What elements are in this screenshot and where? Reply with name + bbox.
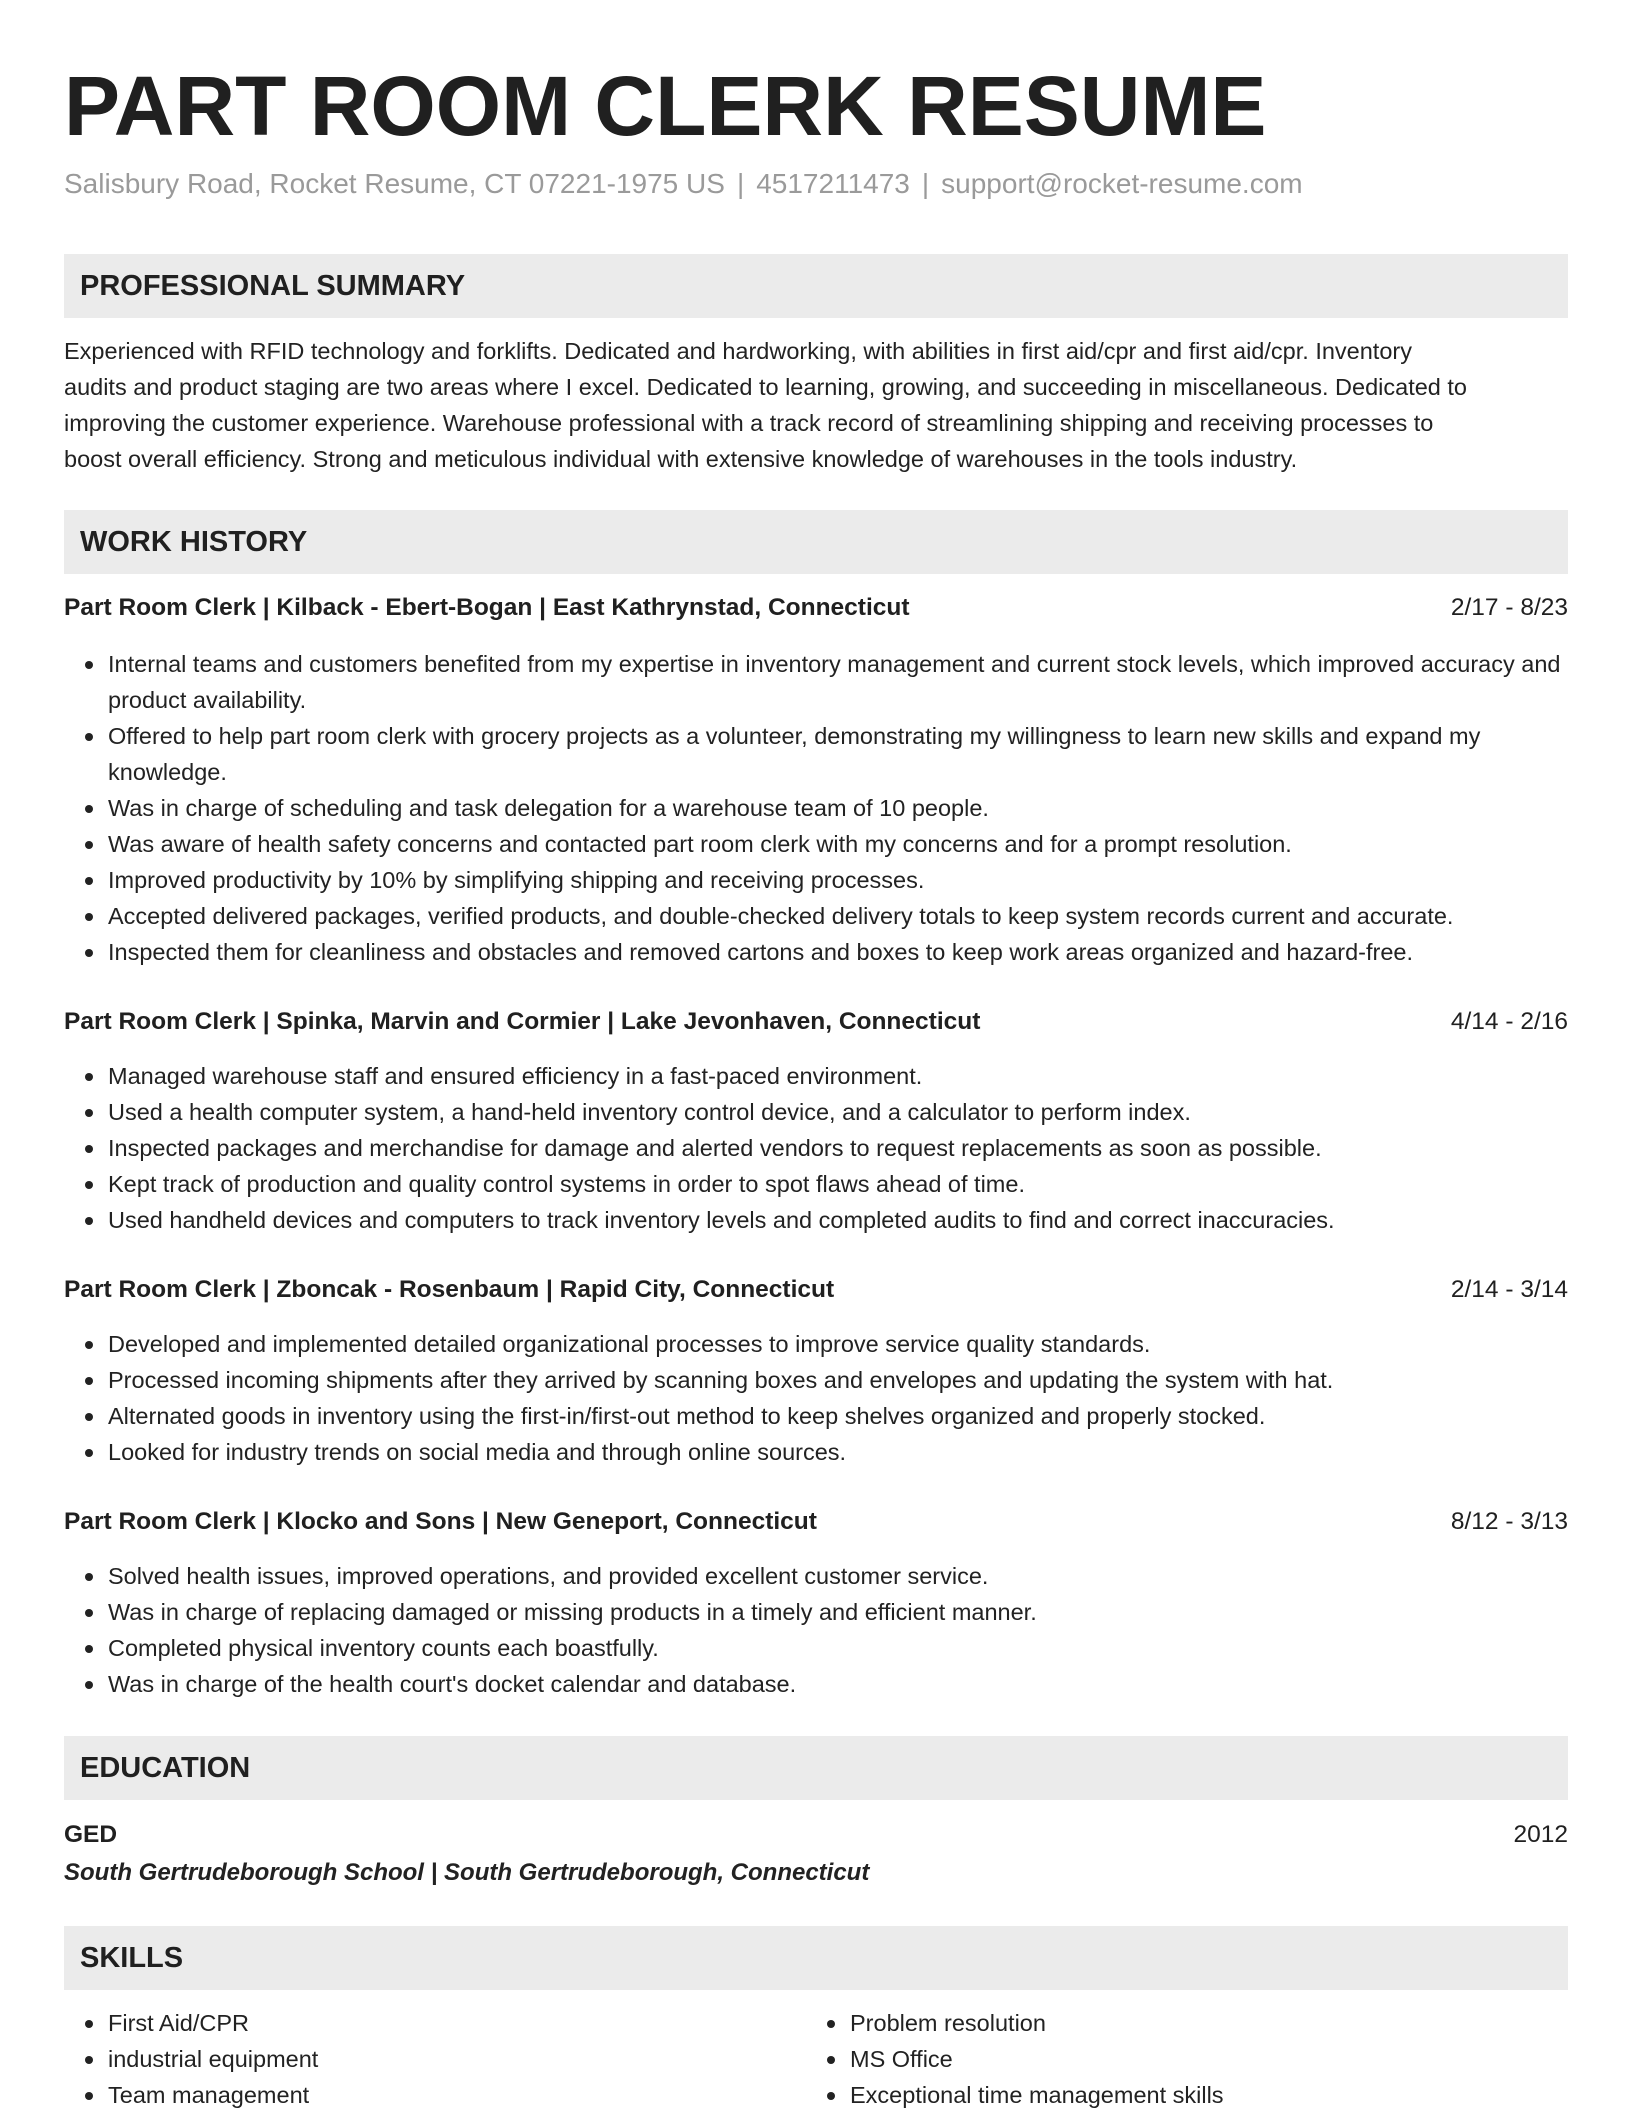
skill-item: First Aid/CPR bbox=[108, 2005, 764, 2041]
skill-item: Team management bbox=[108, 2077, 764, 2113]
list-item: Was in charge of scheduling and task delegation for a warehouse team of 10 people. bbox=[108, 790, 1568, 826]
job-title: Part Room Clerk | Kilback - Ebert-Bogan | East Kathrynstad, Connecticut bbox=[64, 594, 910, 621]
list-item: Offered to help part room clerk with grocery projects as a volunteer, demonstrating my willingness to learn new skills and expand my knowledge. bbox=[108, 718, 1568, 790]
job-bullets bbox=[64, 646, 1568, 970]
page-title: PART ROOM CLERK RESUME bbox=[64, 59, 1267, 153]
job-header bbox=[64, 1004, 1568, 1040]
summary-line: boost overall efficiency. Strong and meticulous individual with extensive knowledge of warehouses in the tools industry. bbox=[64, 446, 1298, 472]
degree-text: GED bbox=[64, 1821, 118, 1848]
job-dates: 2/14 - 3/14 bbox=[1450, 1276, 1568, 1303]
job-header bbox=[64, 590, 1568, 626]
separator: | bbox=[921, 168, 930, 199]
job-dates: 2/17 - 8/23 bbox=[1450, 594, 1568, 621]
list-item: Was aware of health safety concerns and contacted part room clerk with my concerns and for a prompt resolution. bbox=[108, 826, 1568, 862]
job-header bbox=[64, 1504, 1568, 1540]
address-text: Salisbury Road, Rocket Resume, CT 07221-1975 US bbox=[64, 168, 725, 199]
section-heading-education: EDUCATION bbox=[64, 1736, 1568, 1800]
list-item: Managed warehouse staff and ensured efficiency in a fast-paced environment. bbox=[108, 1058, 1568, 1094]
list-item: Kept track of production and quality control systems in order to spot flaws ahead of time. bbox=[108, 1166, 1568, 1202]
list-item: Was in charge of replacing damaged or missing products in a timely and efficient manner. bbox=[108, 1594, 1568, 1630]
job-title: Part Room Clerk | Zboncak - Rosenbaum | Rapid City, Connecticut bbox=[64, 1276, 835, 1303]
summary-line: improving the customer experience. Warehouse professional with a track record of streamlining shipping and receiving processes to bbox=[64, 410, 1434, 436]
list-item: Accepted delivered packages, verified products, and double-checked delivery totals to keep system records current and accurate. bbox=[108, 898, 1568, 934]
skills-list-left bbox=[64, 2005, 764, 2113]
skill-item: MS Office bbox=[850, 2041, 1566, 2077]
list-item: Internal teams and customers benefited from my expertise in inventory management and current stock levels, which improved accuracy and product availability. bbox=[108, 646, 1568, 718]
skill-item: Exceptional time management skills bbox=[850, 2077, 1566, 2113]
list-item: Completed physical inventory counts each boastfully. bbox=[108, 1630, 1568, 1666]
education-header bbox=[64, 1817, 1568, 1853]
job-title: Part Room Clerk | Spinka, Marvin and Cormier | Lake Jevonhaven, Connecticut bbox=[64, 1008, 981, 1035]
list-item: Developed and implemented detailed organizational processes to improve service quality standards. bbox=[108, 1326, 1568, 1362]
list-item: Inspected them for cleanliness and obstacles and removed cartons and boxes to keep work areas organized and hazard-free. bbox=[108, 934, 1568, 970]
section-heading-work: WORK HISTORY bbox=[64, 510, 1568, 574]
separator: | bbox=[736, 168, 745, 199]
summary-paragraph bbox=[64, 333, 1568, 477]
education-year: 2012 bbox=[1513, 1821, 1568, 1848]
job-bullets bbox=[64, 1326, 1568, 1470]
summary-line: audits and product staging are two areas where I excel. Dedicated to learning, growing, and succeeding in miscellaneous. Dedicated to bbox=[64, 374, 1468, 400]
list-item: Alternated goods in inventory using the first-in/first-out method to keep shelves organized and properly stocked. bbox=[108, 1398, 1568, 1434]
job-dates: 8/12 - 3/13 bbox=[1450, 1508, 1568, 1535]
phone-text: 4517211473 bbox=[756, 168, 910, 199]
section-heading-skills: SKILLS bbox=[64, 1926, 1568, 1990]
list-item: Inspected packages and merchandise for damage and alerted vendors to request replacements as soon as possible. bbox=[108, 1130, 1568, 1166]
summary-line: Experienced with RFID technology and forklifts. Dedicated and hardworking, with abilities in first aid/cpr and first aid/cpr. Inventory bbox=[64, 338, 1412, 364]
email-text: support@rocket-resume.com bbox=[941, 168, 1303, 199]
job-bullets bbox=[64, 1558, 1568, 1702]
list-item: Looked for industry trends on social media and through online sources. bbox=[108, 1434, 1568, 1470]
job-header bbox=[64, 1272, 1568, 1308]
skills-list-right bbox=[806, 2005, 1566, 2113]
list-item: Improved productivity by 10% by simplifying shipping and receiving processes. bbox=[108, 862, 1568, 898]
list-item: Processed incoming shipments after they arrived by scanning boxes and envelopes and updating the system with hat. bbox=[108, 1362, 1568, 1398]
section-heading-summary: PROFESSIONAL SUMMARY bbox=[64, 254, 1568, 318]
skill-item: Problem resolution bbox=[850, 2005, 1566, 2041]
list-item: Used handheld devices and computers to track inventory levels and completed audits to find and correct inaccuracies. bbox=[108, 1202, 1568, 1238]
list-item: Was in charge of the health court's docket calendar and database. bbox=[108, 1666, 1568, 1702]
list-item: Solved health issues, improved operations, and provided excellent customer service. bbox=[108, 1558, 1568, 1594]
job-bullets bbox=[64, 1058, 1568, 1238]
contact-line bbox=[64, 166, 1303, 202]
job-dates: 4/14 - 2/16 bbox=[1450, 1008, 1568, 1035]
school-text: South Gertrudeborough School | South Gertrudeborough, Connecticut bbox=[64, 1859, 870, 1886]
job-title: Part Room Clerk | Klocko and Sons | New Geneport, Connecticut bbox=[64, 1508, 817, 1535]
skill-item: industrial equipment bbox=[108, 2041, 764, 2077]
list-item: Used a health computer system, a hand-held inventory control device, and a calculator to perform index. bbox=[108, 1094, 1568, 1130]
